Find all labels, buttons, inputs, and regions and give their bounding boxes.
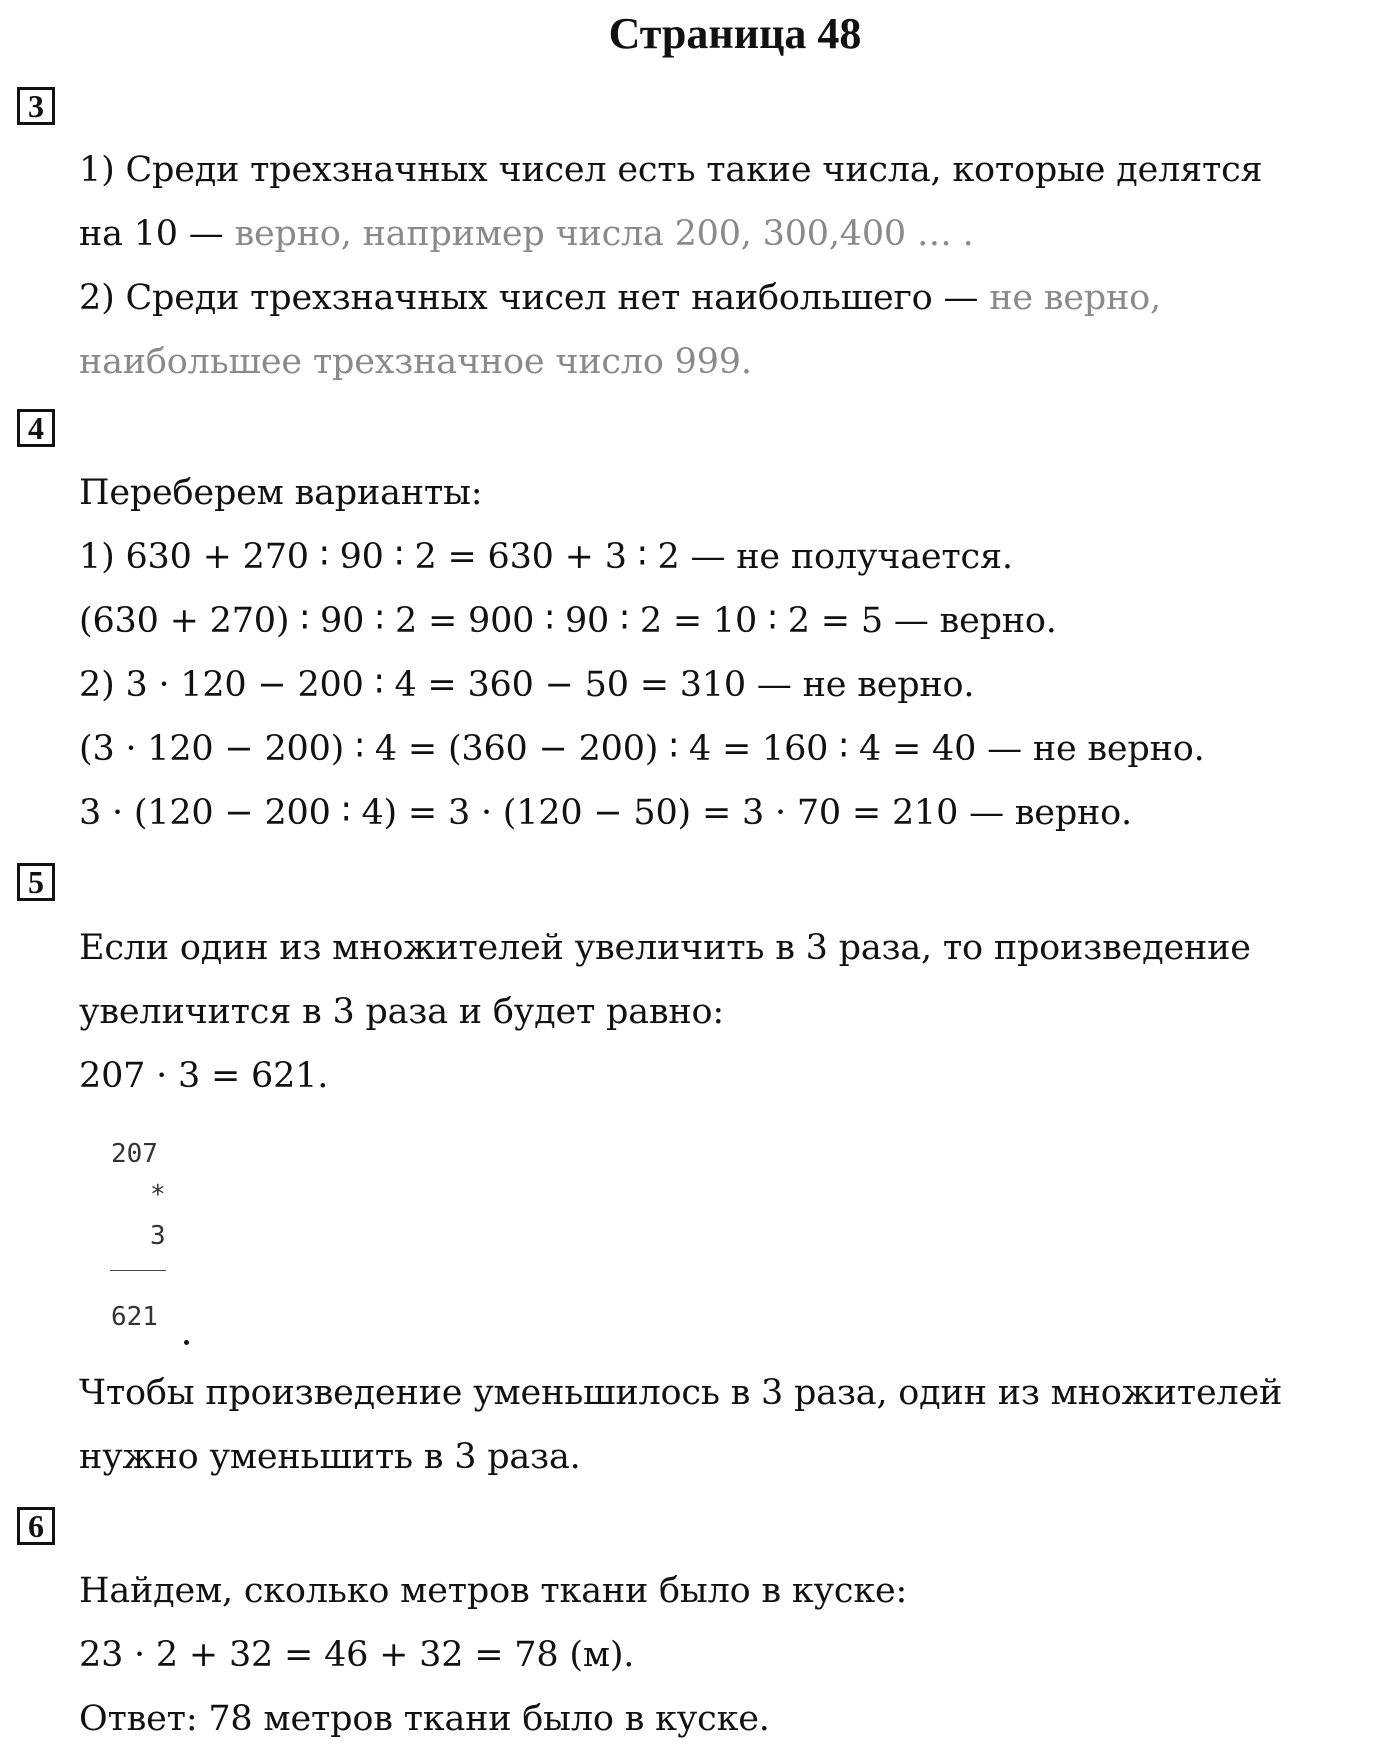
- calc-operator: *: [150, 1180, 166, 1210]
- task5-line-5: нужно уменьшить в 3 раза.: [79, 1437, 581, 1477]
- task4-line-5: (3 · 120 − 200) ∶ 4 = (360 − 200) ∶ 4 = 160 ∶ 4 = 40 — не верно.: [79, 729, 1205, 769]
- calc-multiplier: 3: [150, 1221, 166, 1251]
- task5-line-3: 207 · 3 = 621.: [79, 1056, 329, 1096]
- task-number-6: 6: [17, 1507, 55, 1545]
- task5-line-4: Чтобы произведение уменьшилось в 3 раза, один из множителей: [79, 1373, 1283, 1413]
- task4-line-3: (630 + 270) ∶ 90 ∶ 2 = 900 ∶ 90 ∶ 2 = 10 ∶ 2 = 5 — верно.: [79, 601, 1057, 641]
- calc-multiplicand: 207: [111, 1139, 158, 1169]
- calc-divider: [110, 1270, 166, 1271]
- task6-line-2: 23 · 2 + 32 = 46 + 32 = 78 (м).: [79, 1635, 635, 1675]
- task3-line-3: [79, 276, 1161, 320]
- task5-line-1: Если один из множителей увеличить в 3 раза, то произведение: [79, 928, 1251, 968]
- task4-line-4: 2) 3 · 120 − 200 ∶ 4 = 360 − 50 = 310 — не верно.: [79, 665, 975, 705]
- task3-line-2-text: на 10 —: [79, 214, 235, 254]
- task3-line-4: наибольшее трехзначное число 999.: [79, 342, 752, 382]
- task3-answer-1: верно, например числа 200, 300,400 … .: [234, 214, 974, 254]
- task3-answer-2: не верно,: [989, 278, 1161, 318]
- task6-line-1: Найдем, сколько метров ткани было в куске:: [79, 1571, 908, 1611]
- task-number-3: 3: [17, 87, 55, 125]
- task3-line-2: [79, 212, 974, 256]
- calc-period: [184, 1340, 189, 1345]
- task3-line-1: 1) Среди трехзначных чисел есть такие числа, которые делятся: [79, 150, 1263, 190]
- page-title: Страница 48: [608, 9, 862, 58]
- task-number-4: 4: [17, 409, 55, 447]
- task-number-5: 5: [17, 863, 55, 901]
- task6-line-3: Ответ: 78 метров ткани было в куске.: [79, 1699, 770, 1739]
- calc-result: 621: [111, 1302, 158, 1332]
- task4-line-1: Переберем варианты:: [79, 473, 483, 513]
- task3-line-3-text: 2) Среди трехзначных чисел нет наибольшего —: [79, 278, 990, 318]
- task4-line-2: 1) 630 + 270 ∶ 90 ∶ 2 = 630 + 3 ∶ 2 — не получается.: [79, 537, 1013, 577]
- task4-line-6: 3 · (120 − 200 ∶ 4) = 3 · (120 − 50) = 3 · 70 = 210 — верно.: [79, 793, 1132, 833]
- task5-line-2: увеличится в 3 раза и будет равно:: [79, 992, 725, 1032]
